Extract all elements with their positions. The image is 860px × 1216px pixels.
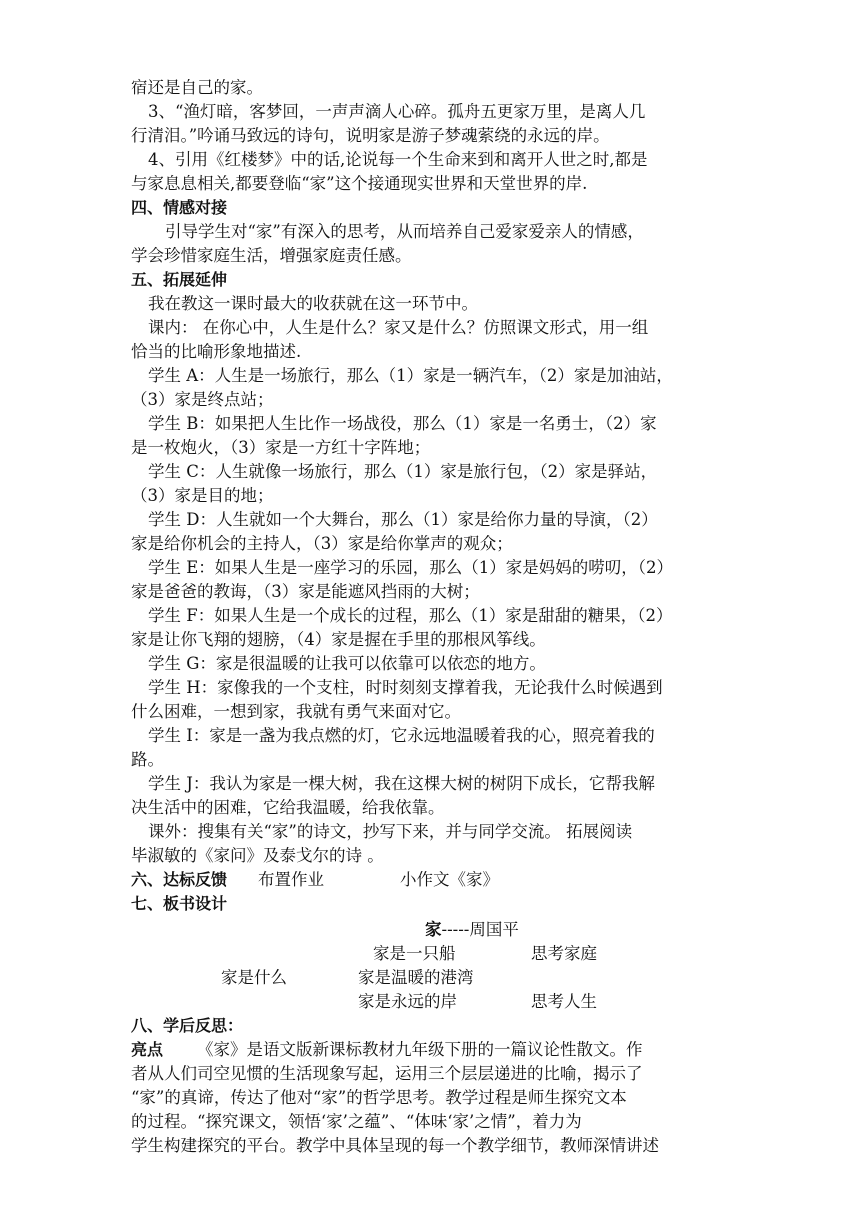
text-line: 毕淑敏的《家问》及泰戈尔的诗 。: [131, 846, 384, 865]
text-line: 与家息息相关,都要登临“家”这个接通现实世界和天堂世界的岸.: [131, 174, 588, 193]
section-heading-7: 七、板书设计: [131, 894, 228, 913]
text-line: 恰当的比喻形象地描述.: [131, 342, 302, 361]
text-line: 学生 E：如果人生是一座学习的乐园，那么（1）家是妈妈的唠叨，（2）: [148, 558, 674, 577]
text-line: 学生 A：人生是一场旅行，那么（1）家是一辆汽车，（2）家是加油站，: [148, 366, 673, 385]
board-right-top: 思考家庭: [531, 944, 597, 963]
text-line: 学生 F：如果人生是一个成长的过程，那么（1）家是甜甜的糖果，（2）: [148, 606, 673, 625]
text-line: 路。: [131, 750, 164, 769]
board-middle-2: 家是温暖的港湾: [358, 968, 474, 987]
text-line: 我在教这一课时最大的收获就在这一环节中。: [148, 294, 478, 313]
text-line: 家是给你机会的主持人，（3）家是给你掌声的观众；: [131, 534, 513, 553]
text-line: 家是让你飞翔的翅膀，（4）家是握在手里的那根风筝线。: [131, 630, 546, 649]
feedback-task: 布置作业: [258, 870, 324, 889]
text-line: 家是爸爸的教诲，（3）家是能遮风挡雨的大树；: [131, 582, 480, 601]
text-line: 宿还是自己的家。: [131, 78, 263, 97]
text-line: 3、“渔灯暗，客梦回，一声声滴人心碎。孤舟五更家万里，是离人几: [148, 102, 646, 121]
text-line: 学生 C：人生就像一场旅行，那么（1）家是旅行包，（2）家是驿站，: [148, 462, 658, 481]
text-line: “家”的真谛，传达了他对“家”的哲学思考。教学过程是师生探究文本: [131, 1088, 627, 1107]
board-title-text: 家: [425, 920, 442, 939]
board-left: 家是什么: [221, 968, 287, 987]
text-line: 《家》是语文版新课标教材九年级下册的一篇议论性散文。作: [197, 1040, 643, 1059]
text-line: 是一枚炮火，（3）家是一方红十字阵地；: [131, 438, 431, 457]
text-line: （3）家是终点站；: [131, 390, 274, 409]
text-line: 学生 B：如果把人生比作一场战役，那么（1）家是一名勇士，（2）家: [148, 414, 657, 433]
text-line: 者从人们司空见惯的生活现象写起，运用三个层层递进的比喻，揭示了: [131, 1064, 643, 1083]
text-line: 学生 G：家是很温暖的让我可以依靠可以依恋的地方。: [148, 654, 546, 673]
text-line: 行清泪。”吟诵马致远的诗句，说明家是游子梦魂萦绕的永远的岸。: [131, 126, 610, 145]
text-line: 的过程。“探究课文，领悟‘家’之蕴”、“体味‘家’之情”，着力为: [131, 1112, 582, 1131]
feedback-assignment: 小作文《家》: [400, 870, 499, 889]
text-line: 课内： 在你心中，人生是什么？家又是什么？仿照课文形式，用一组: [148, 318, 649, 337]
section-heading-8: 八、学后反思：: [131, 1016, 244, 1035]
text-line: 学生 I：家是一盏为我点燃的灯，它永远地温暖着我的心，照亮着我的: [148, 726, 655, 745]
text-line: 学会珍惜家庭生活，增强家庭责任感。: [131, 246, 412, 265]
text-line: 学生 D：人生就如一个大舞台，那么（1）家是给你力量的导演，（2）: [148, 510, 658, 529]
text-line: 什么困难，一想到家，我就有勇气来面对它。: [131, 702, 461, 721]
section-heading-5: 五、拓展延伸: [131, 270, 228, 289]
text-line: 学生构建探究的平台。教学中具体呈现的每一个教学细节，教师深情讲述: [131, 1136, 659, 1155]
text-line: 学生 H：家像我的一个支柱，时时刻刻支撑着我，无论我什么时候遇到: [148, 678, 663, 697]
text-line: 课外：搜集有关“家”的诗文，抄写下来，并与同学交流。 拓展阅读: [148, 822, 633, 841]
board-title: [425, 918, 519, 942]
board-middle-3: 家是永远的岸: [358, 992, 457, 1011]
board-author: -----周国平: [441, 920, 519, 939]
text-line: 4、引用《红楼梦》中的话,论说每一个生命来到和离开人世之时,都是: [148, 150, 648, 169]
text-line: （3）家是目的地；: [131, 486, 274, 505]
section-heading-4: 四、情感对接: [131, 198, 228, 217]
board-right-bottom: 思考人生: [531, 992, 597, 1011]
board-middle-1: 家是一只船: [373, 944, 456, 963]
section-heading-6: 六、达标反馈: [131, 870, 228, 889]
highlight-label: 亮点: [131, 1040, 164, 1059]
text-line: 学生 J：我认为家是一棵大树，我在这棵大树的树阴下成长，它帮我解: [148, 774, 655, 793]
text-line: 引导学生对“家”有深入的思考，从而培养自己爱家爱亲人的情感，: [165, 222, 644, 241]
text-line: 决生活中的困难，它给我温暖，给我依靠。: [131, 798, 445, 817]
